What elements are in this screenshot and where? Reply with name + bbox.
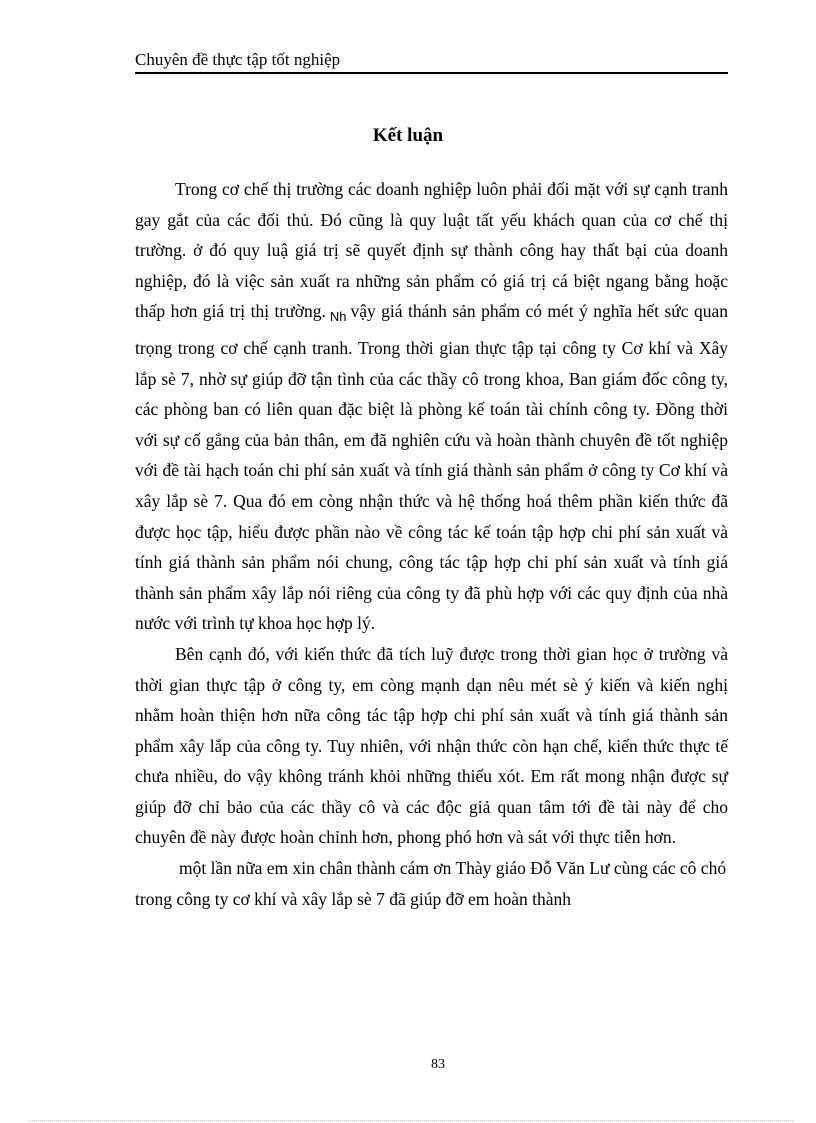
paragraph-1 <box>135 174 728 639</box>
running-header <box>135 48 728 74</box>
page-number: 83 <box>431 1057 445 1072</box>
paragraph-3: một lần nữa em xin chân thành cám ơn Thày giáo Đỗ Văn Lư cùng các cô chó trong công ty cơ khí và xây lắp sè 7 đã giúp đỡ em hoàn thành <box>135 858 727 909</box>
paragraph-2: Bên cạnh đó, với kiến thức đã tích luỹ được trong thời gian học ở trường và thời gian thực tập ở công ty, em còng mạnh dạn nêu mét sè ý kiến và kiến nghị nhằm hoàn thiện hơn nữa công tác tập hợp chi phí sản xuất và tính giá thành sản phẩm xây lắp của công ty. Tuy nhiên, với nhận thức còn hạn chế, kiến thức thực tế chưa nhiều, do vậy không tránh khỏi những thiếu xót. Em rất mong nhận được sự giúp đỡ chỉ bảo của các thầy cô và các độc giả quan tâm tới đề tài này để cho chuyên đề này được hoàn chỉnh hơn, phong phó hơn và sát với thực tiễn hơn. <box>135 643 728 848</box>
page-bottom-edge <box>28 1120 793 1121</box>
paragraph-1-marker: Nh <box>329 309 347 325</box>
section-title: Kết luận <box>372 125 444 146</box>
body-text <box>135 174 728 914</box>
paragraph-1-text-before: Trong cơ chế thị trường các doanh nghiệp luôn phải đối mặt với sự cạnh tranh gay gắt của các đối thủ. Đó cũng là quy luật tất yếu khách quan của cơ chế thị trường. ở đó quy luậ giá trị sẽ quyết định sự thành công hay thất bại của doanh nghiệp, đó là việc sản xuất ra những sản phẩm có giá trị cá biệt ngang bằng hoặc thấp hơn giá trị thị trường. <box>135 179 728 322</box>
running-header-text: Chuyên đề thực tập tốt nghiệp <box>135 50 341 69</box>
paragraph-1-text-after: vậy giá thánh sản phẩm có mét ý nghĩa hết sức quan trọng trong cơ chế cạnh tranh. Trong thời gian thực tập tại công ty Cơ khí và Xây lắp sè 7, nhờ sự giúp đỡ tận tình của các thầy cô trong khoa, Ban giám đốc công ty, các phòng ban có liên quan đặc biệt là phòng kế toán tài chính công ty. Đồng thời với sự cố gắng của bản thân, em đã nghiên cứu và hoàn thành chuyên đề tốt nghiệp với đề tài hạch toán chi phí sản xuất và tính giá thành sản phẩm ở công ty Cơ khí và xây lắp sè 7. Qua đó em còng nhận thức và hệ thống hoá thêm phần kiến thức đã được học tập, hiểu được phần nào về công tác kế toán tập hợp chi phí sản xuất và tính giá thành sản phẩm nói chung, công tác tập hợp chi phí sản xuất và tính giá thành sản phẩm xây lắp nói riêng của công ty đã phù hợp với các quy định của nhà nước với trình tự khoa học hợp lý. <box>135 301 728 634</box>
